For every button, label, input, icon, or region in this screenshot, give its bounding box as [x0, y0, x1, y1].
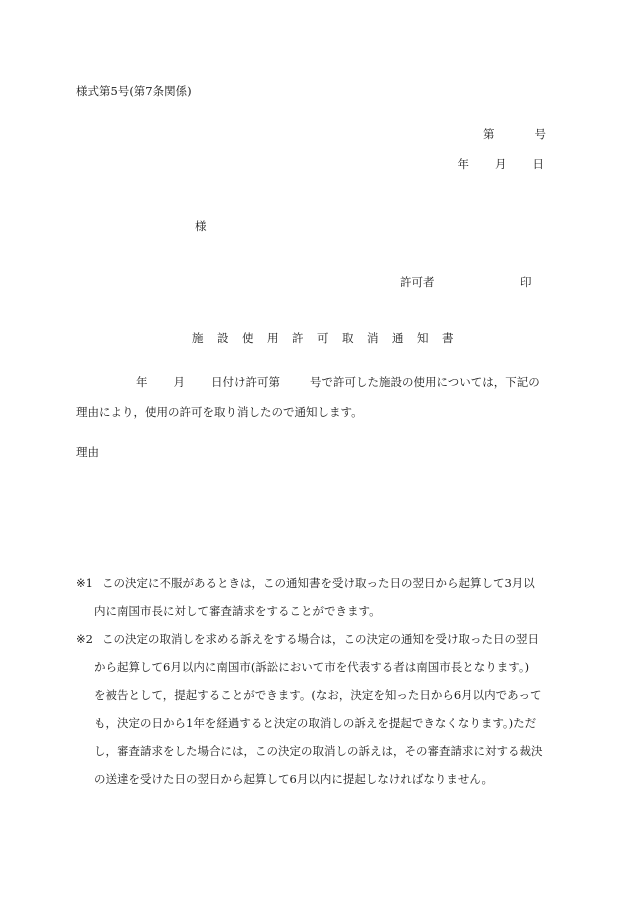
- document-title: 施設使用許可取消通知書: [192, 331, 467, 345]
- date-month: 月: [495, 157, 507, 171]
- date-year: 年: [457, 157, 469, 171]
- document-number: [483, 126, 546, 142]
- note-2-line-5: し，審査請求をした場合には，この決定の取消しの訴えは，その審査請求に対する裁決: [94, 744, 543, 758]
- body-year: 年: [136, 375, 148, 389]
- document-date: [458, 156, 545, 172]
- note-2-line-1: この決定の取消しを求める訴えをする場合は，この決定の通知を受け取った日の翌日: [102, 632, 539, 646]
- note-2-mark: ※2: [76, 632, 93, 646]
- body-month: 月: [173, 375, 185, 389]
- body-line-2: 理由により，使用の許可を取り消したので通知します。: [76, 405, 363, 419]
- note-2-line-4: も，決定の日から1年を経過すると決定の取消しの訴えを提起できなくなります。)ただ: [94, 716, 537, 730]
- note-1-line-1: この決定に不服があるときは，この通知書を受け取った日の翌日から起算して3月以: [102, 576, 535, 590]
- addressee-suffix: 様: [195, 219, 207, 233]
- note-1-mark: ※1: [76, 576, 93, 590]
- note-2-line-2: から起算して6月以内に南国市(訴訟において市を代表する者は南国市長となります。): [94, 660, 530, 674]
- body-date-suffix: 日付け許可第: [211, 375, 280, 389]
- note-1: [76, 569, 566, 625]
- note-1-line-2: 内に南国市長に対して審査請求をすることができます。: [94, 604, 381, 618]
- reason-label: 理由: [76, 445, 99, 459]
- body-number-suffix: 号で許可した施設の使用については，下記の: [310, 375, 540, 389]
- body-line-1: [136, 374, 540, 390]
- number-suffix: 号: [534, 127, 546, 141]
- note-2-line-3: を被告として，提起することができます。(なお，決定を知った日から6月以内であって: [94, 688, 542, 702]
- note-2: [76, 625, 566, 793]
- seal-mark: 印: [520, 275, 532, 289]
- date-day: 日: [532, 157, 544, 171]
- note-2-line-6: の送達を受けた日の翌日から起算して6月以内に提起しなければなりません。: [94, 772, 494, 786]
- permitter-label: 許可者: [400, 275, 435, 289]
- number-prefix: 第: [483, 127, 495, 141]
- form-label: 様式第5号(第7条関係): [76, 84, 192, 98]
